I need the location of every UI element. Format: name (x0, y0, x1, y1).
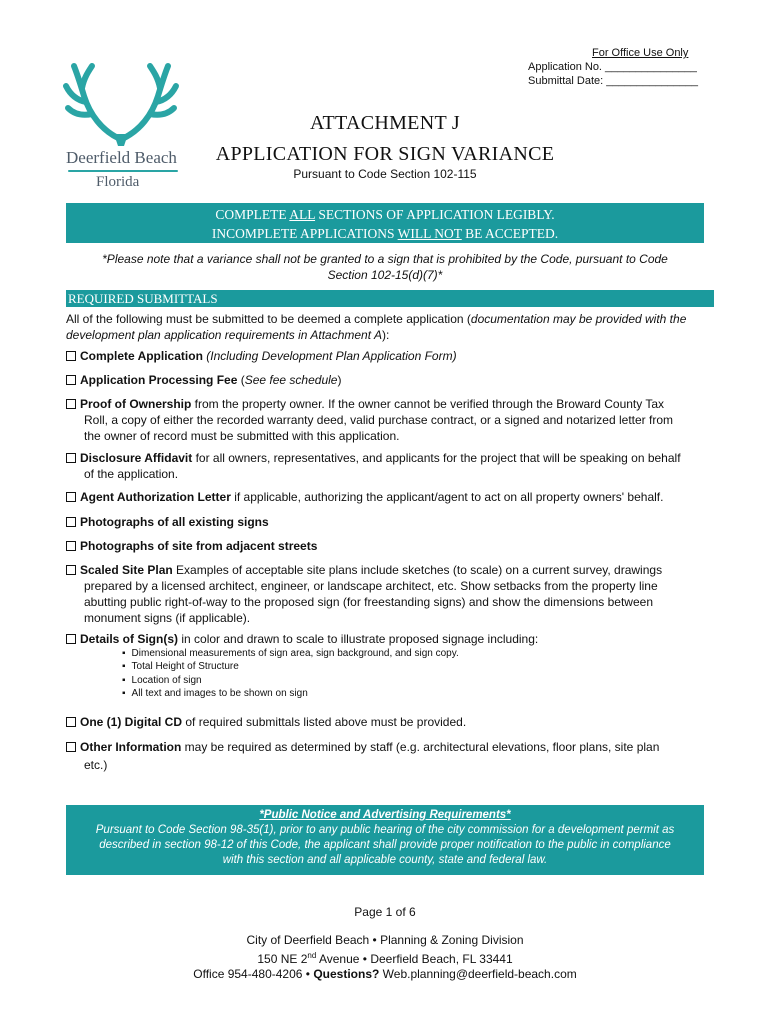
logo-divider (68, 170, 178, 172)
banner-line-1: COMPLETE ALL SECTIONS OF APPLICATION LEGIBLY. (215, 207, 555, 222)
checkbox[interactable] (66, 634, 76, 644)
instructions-banner (66, 203, 704, 243)
checkbox[interactable] (66, 399, 76, 409)
list-item: ▪ Dimensional measurements of sign area, sign background, and sign copy. (122, 647, 459, 660)
code-section-subtitle: Pursuant to Code Section 102-115 (293, 167, 477, 181)
required-intro: All of the following must be submitted to be deemed a complete application (documentation may be provided with the development plan application requirements in Attachment A): (66, 312, 687, 342)
emphasis-all: ALL (289, 207, 316, 222)
office-use-block (528, 46, 698, 88)
list-item: ▪ All text and images to be shown on sign (122, 687, 459, 700)
checklist-item-proof-of-ownership: Proof of Ownership from the property owner. If the owner cannot be verified through the Broward County Tax Roll, a copy of either the recorded warranty deed, valid purchase contract, or a signed and notarized letter from the owner of record must be submitted with this application. (66, 396, 708, 444)
checkbox[interactable] (66, 742, 76, 752)
emphasis-will-not: WILL NOT (397, 226, 462, 241)
logo-state-name: Florida (96, 174, 140, 190)
email-link[interactable]: Web.planning@deerfield-beach.com (379, 967, 577, 981)
variance-note: *Please note that a variance shall not be granted to a sign that is prohibited by the Code, pursuant to Code Section 102-15(d)(7)* (102, 252, 668, 282)
page-number: Page 1 of 6 (354, 905, 416, 919)
checkbox[interactable] (66, 541, 76, 551)
list-item: ▪ Location of sign (122, 674, 459, 687)
required-submittals-heading: REQUIRED SUBMITTALS (66, 290, 714, 307)
deer-antlers-icon (62, 60, 182, 150)
checklist-item-digital-cd: One (1) Digital CD of required submittals listed above must be provided. (66, 714, 708, 730)
checklist-item-disclosure-affidavit: Disclosure Affidavit for all owners, representatives, and applicants for the project that will be speaking on behalf of the application. (66, 450, 708, 482)
checkbox[interactable] (66, 492, 76, 502)
checklist-item-sign-details: Details of Sign(s) in color and drawn to scale to illustrate proposed signage including: (66, 631, 708, 647)
checkbox[interactable] (66, 717, 76, 727)
checklist-item-other-information: Other Information may be required as determined by staff (e.g. architectural elevations, floor plans, site plan etc.) (66, 739, 708, 773)
checkbox[interactable] (66, 351, 76, 361)
banner-line-2: INCOMPLETE APPLICATIONS WILL NOT BE ACCEPTED. (211, 226, 559, 241)
sign-details-list (122, 647, 459, 700)
application-no-field: Application No. _______________ (528, 61, 697, 73)
checkbox[interactable] (66, 375, 76, 385)
public-notice-title: *Public Notice and Advertising Requirements* (259, 809, 511, 821)
footer-address: 150 NE 2nd Avenue • Deerfield Beach, FL 33441 (257, 951, 513, 966)
checklist-item-agent-authorization: Agent Authorization Letter if applicable, authorizing the applicant/agent to act on all property owners' behalf. (66, 489, 708, 505)
checklist-item-processing-fee: Application Processing Fee (See fee schedule) (66, 372, 708, 388)
list-item: ▪ Total Height of Structure (122, 660, 459, 673)
document-title (200, 108, 570, 170)
checklist-item-site-photos: Photographs of site from adjacent streets (66, 538, 708, 554)
application-title: APPLICATION FOR SIGN VARIANCE (215, 143, 555, 165)
checklist-item-existing-sign-photos: Photographs of all existing signs (66, 514, 708, 530)
logo-city-name: Deerfield Beach (66, 148, 177, 167)
office-use-title: For Office Use Only (592, 47, 689, 59)
checkbox[interactable] (66, 565, 76, 575)
public-notice-box: *Public Notice and Advertising Requirements* Pursuant to Code Section 98-35(1), prior to any public hearing of the city commission for a development permit as described in section 98-12 of this Code, the applicant shall provide proper notification to the public in compliance with this section and all applicable county, state and federal law. (66, 805, 704, 875)
checkbox[interactable] (66, 517, 76, 527)
checklist-item-complete-application: Complete Application (Including Development Plan Application Form) (66, 348, 708, 364)
deerfield-beach-logo (62, 60, 182, 195)
checklist-item-scaled-site-plan: Scaled Site Plan Examples of acceptable site plans include sketches (to scale) on a current survey, drawings prepared by a licensed architect, engineer, or landscape architect, etc. Show setbacks from the property line abutting public right-of-way to the proposed sign (for freestanding signs) and show the dimensions between monument signs (if applicable). (66, 562, 708, 626)
footer-contact (0, 933, 770, 982)
checkbox[interactable] (66, 453, 76, 463)
footer-division: City of Deerfield Beach • Planning & Zoning Division (246, 933, 524, 947)
footer-phone-email: Office 954-480-4206 • Questions? Web.planning@deerfield-beach.com (193, 967, 577, 981)
attachment-label: ATTACHMENT J (310, 112, 460, 134)
submittal-date-field: Submittal Date: _______________ (528, 75, 699, 87)
